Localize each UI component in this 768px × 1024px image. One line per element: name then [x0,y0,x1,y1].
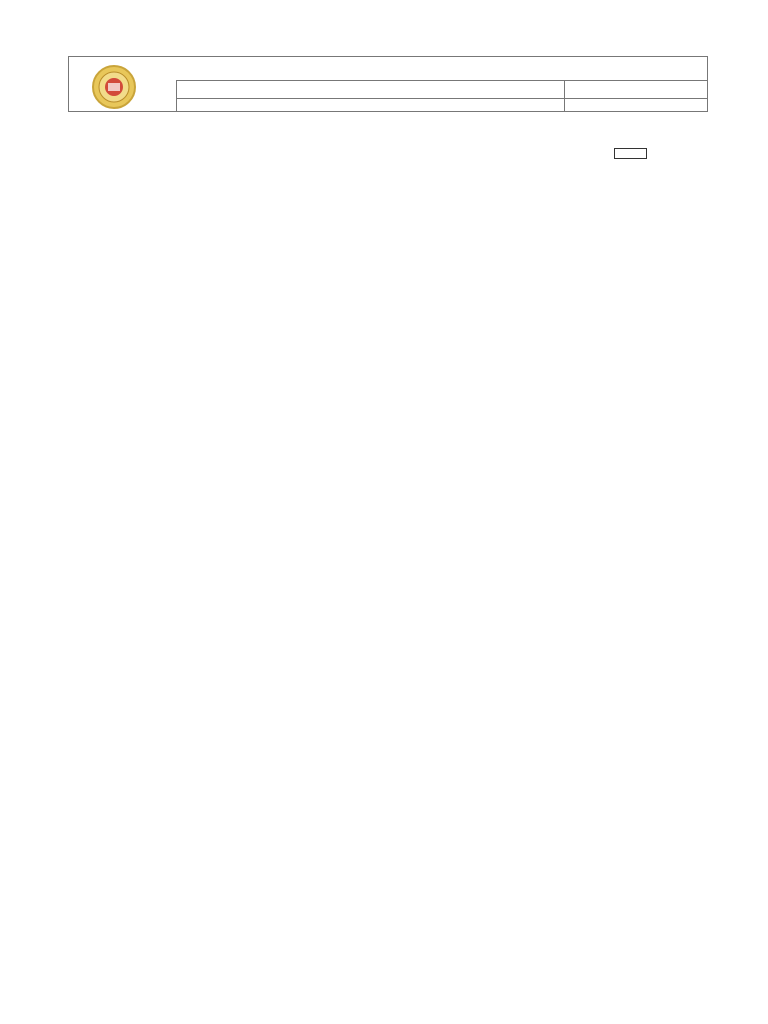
corner-box [614,148,647,159]
institute-name [180,61,705,79]
institute-logo [88,64,140,110]
